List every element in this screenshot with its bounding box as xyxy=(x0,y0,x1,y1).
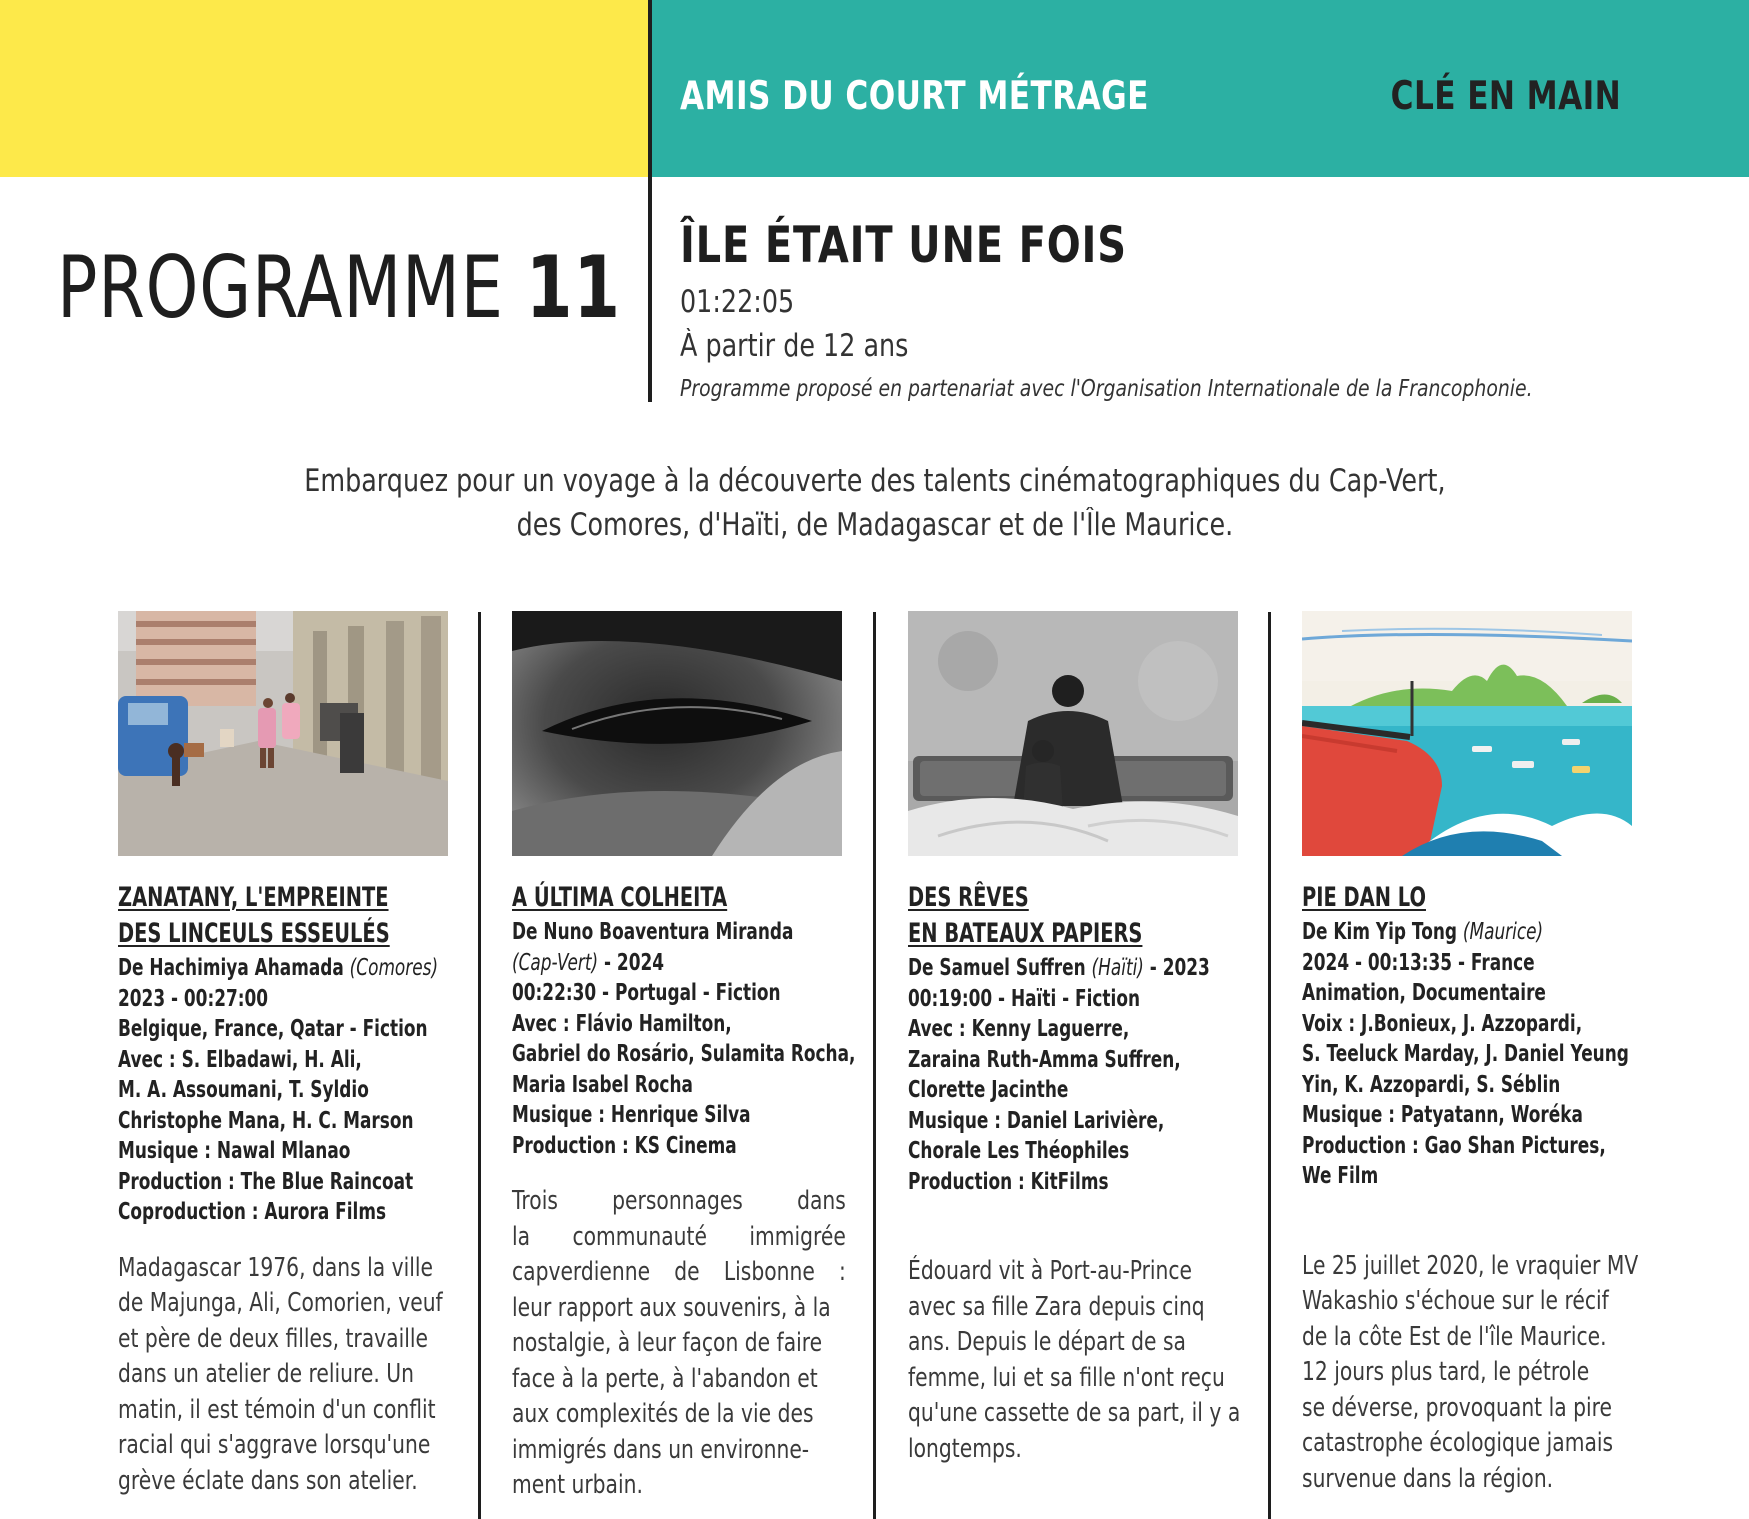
film-synopsis-line: ment urbain. xyxy=(512,1470,643,1500)
film-synopsis-line: et père de deux filles, travaille xyxy=(118,1323,429,1354)
film-title-line: A ÚLTIMA COLHEITA xyxy=(512,882,728,913)
film-credit-line: M. A. Assoumani, T. Syldio xyxy=(118,1075,369,1103)
film-credit-line: Production : KitFilms xyxy=(908,1166,1109,1195)
film-synopsis-line: de la côte Est de l'île Maurice. xyxy=(1302,1321,1607,1352)
programme-word: PROGRAMME xyxy=(57,238,504,338)
film-credit-line: Avec : S. Elbadawi, H. Ali, xyxy=(118,1044,362,1073)
film-still-bed xyxy=(908,611,1238,856)
film-credit-line: 00:22:30 - Portugal - Fiction xyxy=(512,978,781,1006)
film-synopsis-line: capverdienne de Lisbonne : xyxy=(512,1257,846,1287)
film-synopsis-line: grève éclate dans son atelier. xyxy=(118,1465,418,1496)
category-label: CLÉ EN MAIN xyxy=(1390,74,1621,119)
film-credit-line: Avec : Kenny Laguerre, xyxy=(908,1014,1130,1042)
film-title-line: DES LINCEULS ESSEULÉS xyxy=(118,918,390,949)
section-label: AMIS DU COURT MÉTRAGE xyxy=(680,74,1149,119)
film-credit-line: Chorale Les Théophiles xyxy=(908,1136,1130,1164)
film-credit-line: Production : KS Cinema xyxy=(512,1130,737,1159)
film-credit-line: S. Teeluck Marday, J. Daniel Yeung xyxy=(1302,1039,1629,1067)
film-synopsis-line: la communauté immigrée xyxy=(512,1221,846,1252)
film-synopsis-line: Wakashio s'échoue sur le récif xyxy=(1302,1286,1609,1316)
film-credit-line: Avec : Flávio Hamilton, xyxy=(512,1008,732,1037)
age-rating: À partir de 12 ans xyxy=(680,328,909,364)
film-synopsis-line: avec sa fille Zara depuis cinq xyxy=(908,1291,1205,1322)
film-synopsis-line: dans un atelier de reliure. Un xyxy=(118,1359,414,1389)
film-credit-line: Coproduction : Aurora Films xyxy=(118,1197,387,1225)
film-synopsis-line: se déverse, provoquant la pire xyxy=(1302,1392,1612,1423)
film-synopsis-line: qu'une cassette de sa part, il y a xyxy=(908,1398,1241,1428)
film-synopsis-line: matin, il est témoin d'un conflit xyxy=(118,1394,436,1425)
film-credit-line: Maria Isabel Rocha xyxy=(512,1069,693,1098)
column-divider xyxy=(873,612,876,1519)
film-synopsis-line: Trois personnages dans xyxy=(512,1186,846,1216)
film-synopsis-line: catastrophe écologique jamais xyxy=(1302,1428,1614,1458)
partner-note: Programme proposé en partenariat avec l'Organisation Internationale de la Francophonie. xyxy=(680,376,1533,402)
film-synopsis-line: immigrés dans un environne- xyxy=(512,1434,810,1465)
film-credit-line: 00:19:00 - Haïti - Fiction xyxy=(908,983,1140,1012)
film-credit-line: Yin, K. Azzopardi, S. Séblin xyxy=(1302,1069,1561,1098)
film-credit-line: Zaraina Ruth-Amma Suffren, xyxy=(908,1044,1181,1073)
column-divider xyxy=(1268,612,1271,1519)
film-director: De Samuel Suffren (Haïti) - 2023 xyxy=(908,953,1210,981)
film-synopsis-line: Édouard vit à Port-au-Prince xyxy=(908,1256,1193,1286)
show-title: ÎLE ÉTAIT UNE FOIS xyxy=(680,216,1127,274)
film-year: (Cap-Vert) - 2024 xyxy=(512,947,665,976)
film-credit-line: Production : Gao Shan Pictures, xyxy=(1302,1130,1606,1159)
film-synopsis-line: ans. Depuis le départ de sa xyxy=(908,1327,1186,1357)
film-title-line: ZANATANY, L'EMPREINTE xyxy=(118,882,389,913)
film-synopsis-line: survenue dans la région. xyxy=(1302,1463,1554,1494)
film-synopsis-line: femme, lui et sa fille n'ont reçu xyxy=(908,1362,1225,1393)
intro-line-2: des Comores, d'Haïti, de Madagascar et de l'Île Maurice. xyxy=(516,507,1233,543)
film-synopsis-line: 12 jours plus tard, le pétrole xyxy=(1302,1357,1590,1387)
film-credit-line: 2024 - 00:13:35 - France xyxy=(1302,947,1535,976)
film-credit-line: Musique : Nawal Mlanao xyxy=(118,1136,351,1164)
film-card-pie-dan-lo xyxy=(1302,611,1639,1497)
programme-number: 11 xyxy=(526,238,621,338)
column-divider xyxy=(478,612,481,1519)
film-credit-line: 2023 - 00:27:00 xyxy=(118,983,269,1012)
film-title-line: EN BATEAUX PAPIERS xyxy=(908,918,1143,949)
film-credit-line: Production : The Blue Raincoat xyxy=(118,1166,414,1195)
film-title-line: DES RÊVES xyxy=(908,882,1029,913)
film-card-des-reves xyxy=(908,611,1240,1467)
show-duration: 01:22:05 xyxy=(680,284,795,320)
film-card-ultima-colheita xyxy=(512,611,856,1504)
film-synopsis-line: aux complexités de la vie des xyxy=(512,1399,814,1429)
film-synopsis-line: Madagascar 1976, dans la ville xyxy=(118,1252,434,1283)
film-synopsis-line: leur rapport aux souvenirs, à la xyxy=(512,1292,831,1323)
film-credit-line: Musique : Daniel Larivière, xyxy=(908,1105,1165,1134)
film-still-eye xyxy=(512,611,842,856)
film-credit-line: Clorette Jacinthe xyxy=(908,1075,1069,1103)
film-still-street xyxy=(118,611,448,856)
film-synopsis-line: de Majunga, Ali, Comorien, veuf xyxy=(118,1288,443,1318)
film-director: De Kim Yip Tong (Maurice) xyxy=(1302,917,1544,945)
header-divider xyxy=(648,0,652,402)
film-title-line: PIE DAN LO xyxy=(1302,882,1426,913)
film-synopsis-line: racial qui s'aggrave lorsqu'une xyxy=(118,1430,431,1460)
film-synopsis-line: face à la perte, à l'abandon et xyxy=(512,1363,818,1394)
film-credit-line: Christophe Mana, H. C. Marson xyxy=(118,1105,414,1134)
intro-line-1: Embarquez pour un voyage à la découverte des talents cinématographiques du Cap-Vert, xyxy=(303,463,1446,499)
film-still-shipwreck xyxy=(1302,611,1632,856)
film-credit-line: Musique : Henrique Silva xyxy=(512,1100,751,1128)
film-synopsis-line: longtemps. xyxy=(908,1433,1022,1464)
film-card-zanatany xyxy=(118,611,450,1499)
header-band-yellow xyxy=(0,0,648,177)
film-credit-line: Gabriel do Rosário, Sulamita Rocha, xyxy=(512,1039,856,1067)
film-synopsis-line: nostalgie, à leur façon de faire xyxy=(512,1328,823,1358)
film-credit-line: Animation, Documentaire xyxy=(1302,978,1546,1006)
film-credit-line: Voix : J.Bonieux, J. Azzopardi, xyxy=(1302,1008,1583,1037)
film-credit-line: Belgique, France, Qatar - Fiction xyxy=(118,1014,428,1042)
film-synopsis-line: Le 25 juillet 2020, le vraquier MV xyxy=(1302,1250,1639,1281)
programme-title xyxy=(57,238,621,338)
film-credit-line: Musique : Patyatann, Woréka xyxy=(1302,1100,1583,1128)
film-credit-line: We Film xyxy=(1302,1161,1379,1189)
film-director: De Nuno Boaventura Miranda xyxy=(512,917,794,945)
film-director: De Hachimiya Ahamada (Comores) xyxy=(118,953,439,981)
